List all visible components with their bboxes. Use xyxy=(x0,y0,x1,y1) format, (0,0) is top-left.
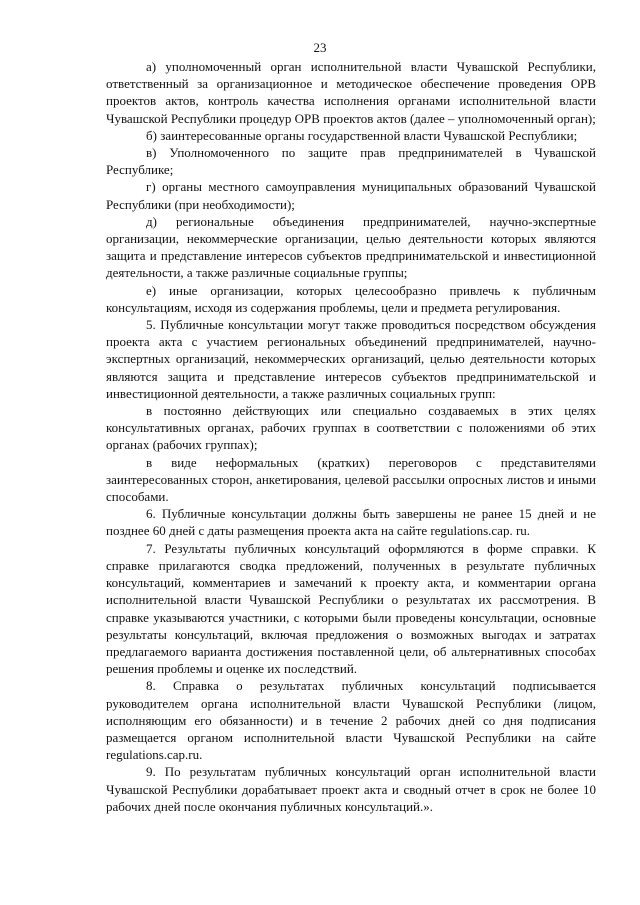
paragraph-b: б) заинтересованные органы государственной власти Чувашской Республики; xyxy=(146,127,578,143)
paragraph-e: е) иные организации, которых целесообразно привлечь к публичным консультациям, исходя из содержания проблемы, цели и предмета регулирования. xyxy=(106,282,596,315)
paragraph-a: а) уполномоченный орган исполнительной власти Чувашской Республики, ответственный за организационное и методическое обеспечение проведения ОРВ проектов актов, контроль качества исполнения органами исполнительной власти Чувашской Республики процедур ОРВ проектов актов (далее – уполномоченный орган); xyxy=(106,59,596,126)
paragraph-8: 8. Справка о результатах публичных консультаций подписывается руководителем органа исполнительной власти Чувашской Республики (лицом, исполняющим его обязанности) и в течение 2 рабочих дней со дня подписания размещается органом исполнительной власти Чувашской Республики на сайте regulations.cap.ru. xyxy=(106,678,596,763)
paragraph-g: г) органы местного самоуправления муниципальных образований Чувашской Республики (при необходимости); xyxy=(106,179,596,212)
paragraph-5-permanent-bodies: в постоянно действующих или специально создаваемых в этих целях консультативных органах, рабочих группах в соответствии с положениями об этих органах (рабочих группах); xyxy=(106,403,596,453)
document-body xyxy=(106,58,596,815)
paragraph-5: 5. Публичные консультации могут также проводиться посредством обсуждения проекта акта с участием региональных объединений предпринимателей, научно-экспертных организаций, некоммерческих организаций, целью деятельности которых являются защита и представление интересов субъектов предпринимательской и инвестиционной деятельности, а также различных социальных групп: xyxy=(106,317,596,401)
paragraph-d: д) региональные объединения предпринимателей, научно-экспертные организации, некоммерческие организации, целью деятельности которых являются защита и представление интересов субъектов предпринимательской и инвестиционной деятельности, а также различные социальные группы; xyxy=(106,213,596,281)
paragraph-v: в) Уполномоченного по защите прав предпринимателей в Чувашской Республике; xyxy=(106,145,596,178)
paragraph-7: 7. Результаты публичных консультаций оформляются в форме справки. К справке прилагаются сводка предложений, полученных в результате публичных консультаций, комментариев и замечаний к проекту акта, и комментарии органа исполнительной власти Чувашской Республики о результатах их рассмотрения. В справке указываются участники, с которыми были проведены консультации, основные результаты консультаций, включая предложения о возможных выгодах и затратах предлагаемого варианта достижения поставленной цели, об альтернативных способах решения проблемы и оценке их последствий. xyxy=(106,540,596,677)
paragraph-6: 6. Публичные консультации должны быть завершены не ранее 15 дней и не позднее 60 дней с даты размещения проекта акта на сайте regulations.cap. ru. xyxy=(106,506,596,539)
page-number: 23 xyxy=(313,40,327,55)
paragraph-5-informal-negotiations: в виде неформальных (кратких) переговоров с представителями заинтересованных сторон, анкетирования, целевой рассылки опросных листов и иными способами. xyxy=(106,454,596,505)
paragraph-9: 9. По результатам публичных консультаций орган исполнительной власти Чувашской Республики дорабатывает проект акта и сводный отчет в срок не более 10 рабочих дней после окончания публичных консультаций.». xyxy=(106,764,596,814)
